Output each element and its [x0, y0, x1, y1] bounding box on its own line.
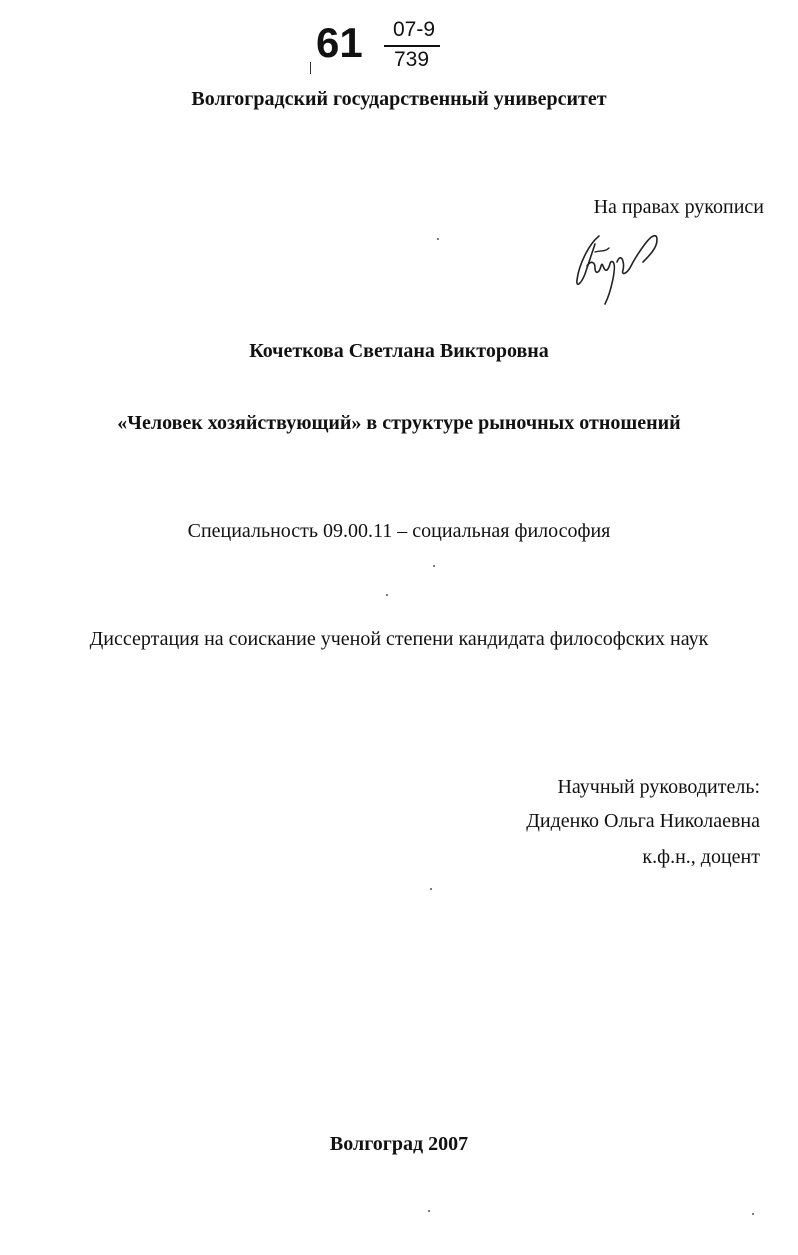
rights-note: На правах рукописи [593, 196, 764, 218]
scan-speck [430, 888, 432, 890]
stamp-fraction-line [384, 45, 440, 47]
supervisor-name: Диденко Ольга Николаевна [526, 810, 760, 832]
city-year: Волгоград 2007 [329, 1133, 469, 1155]
stamp-top-code: 07-9 [393, 18, 436, 41]
scan-speck [437, 238, 439, 240]
handwritten-signature [565, 222, 675, 312]
scan-speck [433, 565, 435, 567]
dissertation-title: «Человек хозяйствующий» в структуре рыночных отношений [117, 412, 681, 434]
author-name: Кочеткова Светлана Викторовна [249, 340, 549, 362]
scan-speck [752, 1213, 754, 1215]
supervisor-degree: к.ф.н., доцент [642, 846, 760, 868]
scan-speck [428, 1210, 430, 1212]
specialty-line: Специальность 09.00.11 – социальная философия [187, 520, 611, 542]
supervisor-role: Научный руководитель: [557, 776, 760, 798]
stamp-number: 61 [316, 19, 363, 66]
stamp-bottom-code: 739 [394, 48, 430, 71]
stamp-tick-mark [310, 62, 311, 74]
university-name: Волгоградский государственный университет [191, 88, 607, 110]
library-stamp [310, 14, 450, 76]
degree-statement: Диссертация на соискание ученой степени кандидата философских наук [89, 628, 709, 650]
scan-speck [386, 594, 388, 596]
